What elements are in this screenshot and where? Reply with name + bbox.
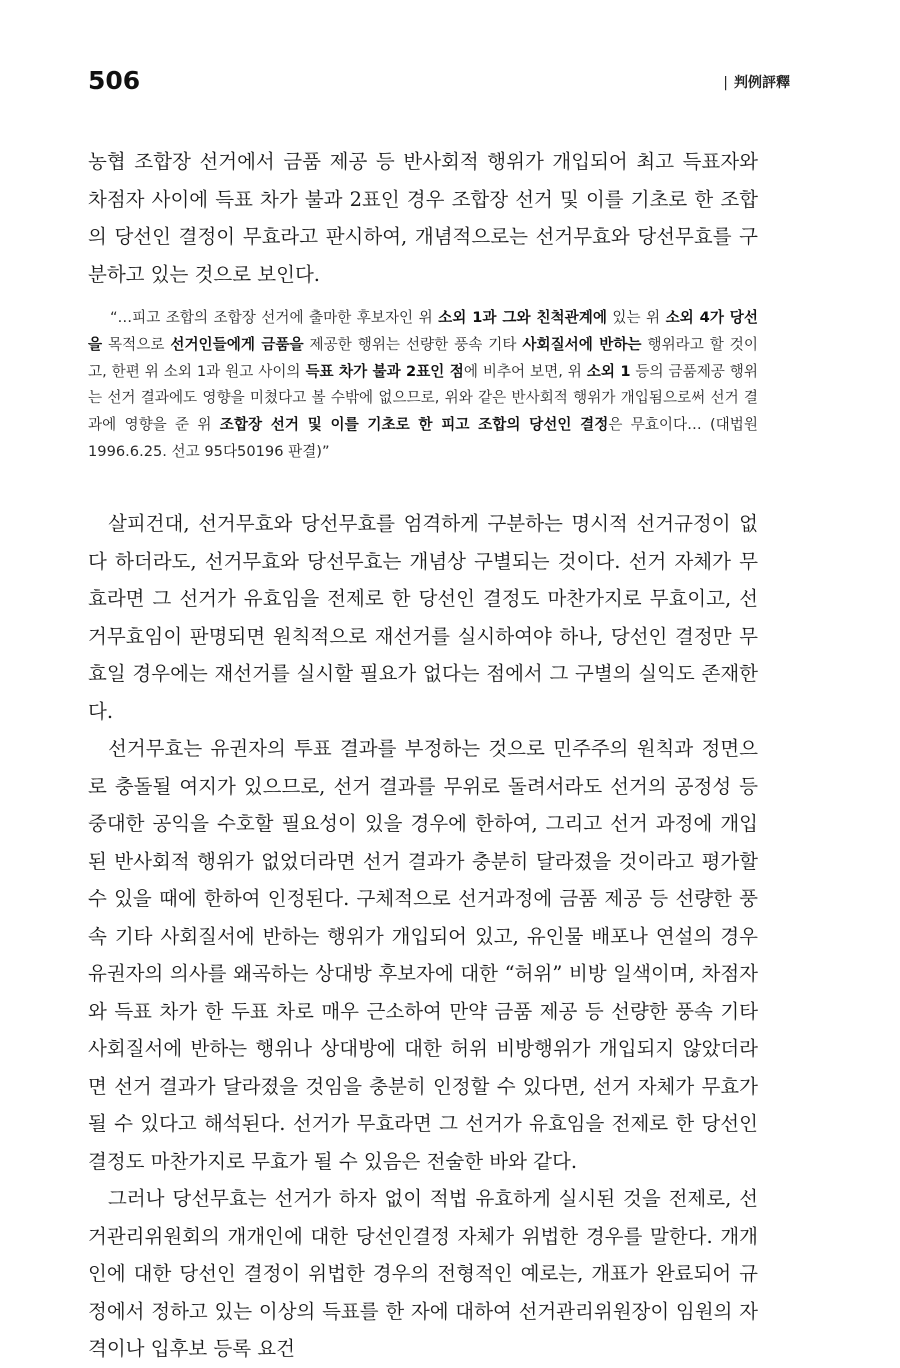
quote-text: 에 비추어 보면, 위 xyxy=(463,362,587,380)
quote-text: 목적으로 xyxy=(102,335,171,353)
quote-emphasis: 사회질서에 반하는 xyxy=(522,335,642,353)
intro-paragraph: 농협 조합장 선거에서 금품 제공 등 반사회적 행위가 개입되어 최고 득표자와 차점자 사이에 득표 차가 불과 2표인 경우 조합장 선거 및 이를 기초로 한 조합의 당선인 결정이 무효라고 판시하여, 개념적으로는 선거무효와 당선무효를 구분하고 있는 것으로 보인다. xyxy=(88,150,758,286)
quote-emphasis: 소외 1과 그와 친척관계에 xyxy=(438,309,607,326)
quote-emphasis: 소외 4가 당선을 xyxy=(88,309,758,353)
quote-emphasis: 선거인들에게 금품을 xyxy=(170,335,304,353)
quote-emphasis: 조합장 선거 및 이를 기초로 한 피고 조합의 당선인 결정 xyxy=(219,416,609,434)
quote-text: 행위라고 할 것이고, 한편 위 소외 1과 원고 사이의 xyxy=(88,335,758,380)
quote-text: 제공한 행위는 선량한 풍속 기타 xyxy=(303,335,523,353)
running-head-title: 判例評釋 xyxy=(734,75,790,91)
quote-citation: 은 무효이다… (대법원 1996.6.25. 선고 95다50196 판결)” xyxy=(88,416,758,460)
quote-emphasis: 득표 차가 불과 2표인 점 xyxy=(305,362,464,380)
quote-text: 있는 위 xyxy=(606,309,666,326)
quote-text: “…피고 조합의 조합장 선거에 출마한 후보자인 위 xyxy=(110,309,439,326)
quote-text: 등의 금품제공 행위는 선거 결과에도 영향을 미쳤다고 볼 수밖에 없으므로, 위와 같은 반사회적 행위가 개입됨으로써 선거 결과에 영향을 준 위 xyxy=(88,362,758,434)
main-body xyxy=(88,505,758,1368)
running-head xyxy=(723,72,790,92)
body-paragraph-1: 살피건대, 선거무효와 당선무효를 엄격하게 구분하는 명시적 선거규정이 없다 하더라도, 선거무효와 당선무효는 개념상 구별되는 것이다. 선거 자체가 무효라면 그 선거가 유효임을 전제로 한 당선인 결정도 마찬가지로 무효이고, 선거무효임이 판명되면 원칙적으로 재선거를 실시하여야 하나, 당선인 결정만 무효일 경우에는 재선거를 실시할 필요가 없다는 점에서 그 구별의 실익도 존재한다. xyxy=(88,512,758,723)
running-head-separator: | xyxy=(723,75,728,91)
body-paragraph-2: 선거무효는 유권자의 투표 결과를 부정하는 것으로 민주주의 원칙과 정면으로 충돌될 여지가 있으므로, 선거 결과를 무위로 돌려서라도 선거의 공정성 등 중대한 공익을 수호할 필요성이 있을 경우에 한하여, 그리고 선거 과정에 개입된 반사회적 행위가 없었더라면 선거 결과가 충분히 달라졌을 것이라고 평가할 수 있을 때에 한하여 인정된다. 구체적으로 선거과정에 금품 제공 등 선량한 풍속 기타 사회질서에 반하는 행위가 개입되어 있고, 유인물 배포나 연설의 경우 유권자의 의사를 왜곡하는 상대방 후보자에 대한 “허위” 비방 일색이며, 차점자와 득표 차가 한 두표 차로 매우 근소하여 만약 금품 제공 등 선량한 풍속 기타 사회질서에 반하는 행위나 상대방에 대한 허위 비방행위가 개입되지 않았더라면 선거 결과가 달라졌을 것임을 충분히 인정할 수 있다면, 선거 자체가 무효가 될 수 있다고 해석된다. 선거가 무효라면 그 선거가 유효임을 전제로 한 당선인 결정도 마찬가지로 무효가 될 수 있음은 전술한 바와 같다. xyxy=(88,737,758,1173)
quote-emphasis: 소외 1 xyxy=(586,362,631,380)
case-quote xyxy=(88,305,758,466)
intro-block xyxy=(88,143,758,293)
body-paragraph-3: 그러나 당선무효는 선거가 하자 없이 적법 유효하게 실시된 것을 전제로, 선거관리위원회의 개개인에 대한 당선인결정 자체가 위법한 경우를 말한다. 개개인에 대한 당선인 결정이 위법한 경우의 전형적인 예로는, 개표가 완료되어 규정에서 정하고 있는 이상의 득표를 한 자에 대하여 선거관리위원장이 임원의 자격이나 입후보 등록 요건 xyxy=(88,1187,758,1360)
page-number: 506 xyxy=(88,66,141,95)
